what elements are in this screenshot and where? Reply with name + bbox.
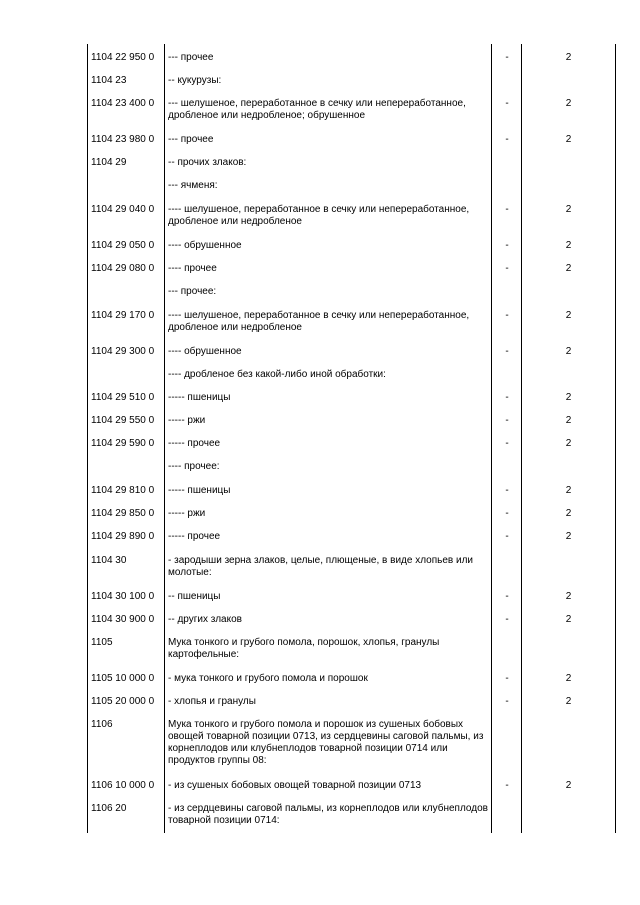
row-col4-value: 2 (565, 614, 572, 625)
row-code: 1104 30 900 0 (91, 614, 155, 625)
row-description: - зародыши зерна злаков, целые, плющеные, в виде хлопьев или молотые: (168, 555, 474, 578)
row-code: 1104 30 (91, 555, 127, 566)
row-description: ---- дробленое без какой-либо иной обработки: (168, 369, 386, 380)
row-description: --- шелушеное, переработанное в сечку или непереработанное, дробленое или недробленое; обрушенное (168, 98, 466, 121)
row-code: 1104 23 400 0 (91, 98, 155, 109)
row-col4-value: 2 (565, 98, 572, 109)
row-description: - из сердцевины саговой пальмы, из корнеплодов или клубнеплодов товарной позиции 0714: (168, 803, 488, 826)
row-code: 1104 29 170 0 (91, 310, 155, 321)
row-col4-value: 2 (565, 134, 572, 145)
row-description: ---- прочее (168, 263, 217, 274)
row-description: - мука тонкого и грубого помола и порошок (168, 673, 368, 684)
row-col3-value: - (505, 531, 509, 542)
row-col3-value: - (505, 438, 509, 449)
row-col4-value: 2 (565, 310, 572, 321)
row-description: --- прочее: (168, 286, 217, 297)
row-code: 1104 29 040 0 (91, 204, 155, 215)
row-col3-value: - (505, 263, 509, 274)
row-code: 1104 29 050 0 (91, 240, 155, 251)
row-col4-value: 2 (565, 346, 572, 357)
row-col3-value: - (505, 591, 509, 602)
row-col3-value: - (505, 392, 509, 403)
row-col4-value: 2 (565, 531, 572, 542)
row-description: ---- прочее: (168, 461, 220, 472)
row-code: 1104 29 080 0 (91, 263, 155, 274)
row-col3-value: - (505, 485, 509, 496)
row-col3-value: - (505, 696, 509, 707)
row-col3-value: - (505, 415, 509, 426)
row-code: 1105 (91, 637, 113, 648)
row-col4-value: 2 (565, 52, 572, 63)
row-description: Мука тонкого и грубого помола и порошок из сушеных бобовых овощей товарной позиции 0713, из сердцевины саговой пальмы, из корнеплодов или клубнеплодов товарной позиции 0714 или продуктов группы 08: (168, 719, 484, 766)
row-col4-value: 2 (565, 485, 572, 496)
row-description: - хлопья и гранулы (168, 696, 256, 707)
row-description: ---- шелушеное, переработанное в сечку или непереработанное, дробленое или недробленое (168, 204, 470, 227)
table-divider-col3-col4 (521, 44, 522, 833)
row-col4-value: 2 (565, 591, 572, 602)
row-code: 1104 23 (91, 75, 127, 86)
row-description: ---- обрушенное (168, 240, 242, 251)
row-col3-value: - (505, 673, 509, 684)
table-border-left (87, 44, 88, 833)
row-col4-value: 2 (565, 240, 572, 251)
row-description: -- других злаков (168, 614, 242, 625)
row-col3-value: - (505, 346, 509, 357)
row-code: 1104 29 890 0 (91, 531, 155, 542)
row-code: 1105 10 000 0 (91, 673, 155, 684)
row-col4-value: 2 (565, 204, 572, 215)
row-code: 1106 (91, 719, 113, 730)
row-description: --- прочее (168, 134, 214, 145)
row-col3-value: - (505, 240, 509, 251)
row-code: 1104 23 980 0 (91, 134, 155, 145)
row-code: 1104 29 (91, 157, 127, 168)
row-col3-value: - (505, 98, 509, 109)
row-code: 1104 29 810 0 (91, 485, 155, 496)
row-col4-value: 2 (565, 438, 572, 449)
row-col3-value: - (505, 204, 509, 215)
row-description: - из сушеных бобовых овощей товарной позиции 0713 (168, 780, 422, 791)
row-description: ----- прочее (168, 438, 221, 449)
table-divider-code-desc (164, 44, 165, 833)
row-col4-value: 2 (565, 508, 572, 519)
row-col3-value: - (505, 310, 509, 321)
row-code: 1104 29 510 0 (91, 392, 155, 403)
row-col4-value: 2 (565, 673, 572, 684)
row-col3-value: - (505, 508, 509, 519)
row-code: 1104 30 100 0 (91, 591, 155, 602)
row-col4-value: 2 (565, 263, 572, 274)
row-code: 1104 29 590 0 (91, 438, 155, 449)
row-col3-value: - (505, 780, 509, 791)
row-description: Мука тонкого и грубого помола, порошок, хлопья, гранулы картофельные: (168, 637, 440, 660)
row-code: 1104 22 950 0 (91, 52, 155, 63)
row-description: -- прочих злаков: (168, 157, 247, 168)
row-code: 1104 29 850 0 (91, 508, 155, 519)
row-col4-value: 2 (565, 392, 572, 403)
row-description: ---- шелушеное, переработанное в сечку или непереработанное, дробленое или недробленое (168, 310, 470, 333)
row-description: ----- прочее (168, 531, 221, 542)
row-description: -- пшеницы (168, 591, 221, 602)
row-description: -- кукурузы: (168, 75, 222, 86)
row-code: 1106 20 (91, 803, 127, 814)
row-description: --- прочее (168, 52, 214, 63)
row-description: ----- ржи (168, 415, 206, 426)
row-description: ----- пшеницы (168, 485, 231, 496)
row-col3-value: - (505, 134, 509, 145)
row-description: --- ячменя: (168, 180, 218, 191)
row-col3-value: - (505, 614, 509, 625)
row-col4-value: 2 (565, 780, 572, 791)
row-col4-value: 2 (565, 696, 572, 707)
row-col3-value: - (505, 52, 509, 63)
row-code: 1105 20 000 0 (91, 696, 155, 707)
table-border-right (615, 44, 616, 833)
row-code: 1104 29 300 0 (91, 346, 155, 357)
row-col4-value: 2 (565, 415, 572, 426)
row-code: 1104 29 550 0 (91, 415, 155, 426)
row-code: 1106 10 000 0 (91, 780, 155, 791)
row-description: ---- обрушенное (168, 346, 242, 357)
table-divider-desc-col3 (491, 44, 492, 833)
row-description: ----- пшеницы (168, 392, 231, 403)
row-description: ----- ржи (168, 508, 206, 519)
